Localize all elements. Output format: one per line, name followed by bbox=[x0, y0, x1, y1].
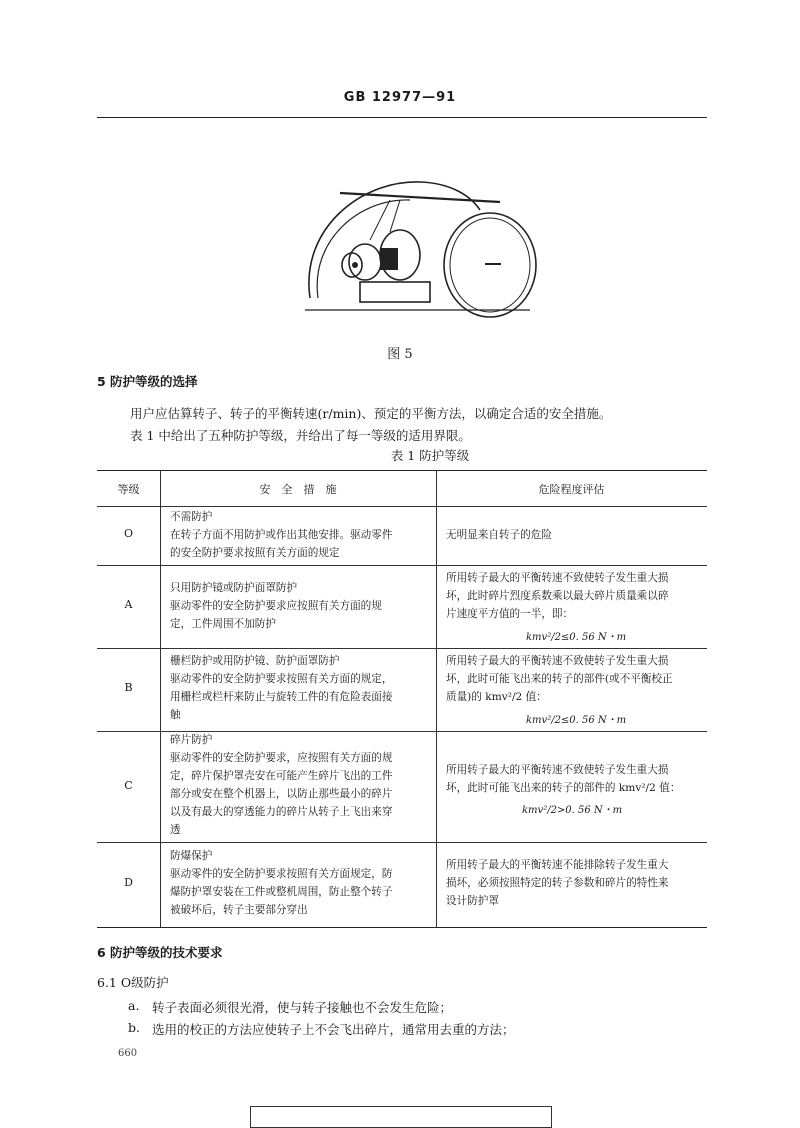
standard-code-header: GB 12977—91 bbox=[343, 90, 457, 105]
section-6-heading: 6 防护等级的技术要求 bbox=[97, 945, 223, 960]
balancing-machine-figure bbox=[300, 170, 540, 320]
page-number: 660 bbox=[118, 1048, 138, 1059]
table-cell-measures: 不需防护 在转子方面不用防护或作出其他安排。驱动零件 的安全防护要求按照有关方面的规定 bbox=[170, 511, 393, 559]
list-item-text: 选用的校正的方法应使转子上不会飞出碎片，通常用去重的方法； bbox=[152, 1022, 515, 1037]
table-cell-risk: 所用转子最大的平衡转速不致使转子发生重大损 坏，此时可能飞出来的转子的部件的 kmv²/2 值： bbox=[446, 764, 681, 794]
table-header-measures: 安 全 措 施 bbox=[259, 483, 337, 496]
table-row-rule bbox=[97, 842, 707, 843]
table-cell-measures: 栅栏防护或用防护镜、防护面罩防护 驱动零件的安全防护要求按照有关方面的规定， 用栅栏或栏杆来防止与旋转工件的有危险表面接 触 bbox=[170, 655, 393, 721]
table-col-divider bbox=[436, 470, 437, 927]
section-5-para-2: 表 1 中给出了五种防护等级，并给出了每一等级的适用界限。 bbox=[130, 428, 471, 443]
table-row-grade: C bbox=[124, 779, 133, 792]
figure-caption: 图 5 bbox=[387, 347, 413, 362]
table-cell-risk: 所用转子最大的平衡转速不能排除转子发生重大 损坏，必须按照特定的转子参数和碎片的特性来 设计防护罩 bbox=[446, 859, 669, 907]
table-row-rule bbox=[97, 565, 707, 566]
table-row-grade: A bbox=[124, 598, 133, 611]
table-header-risk: 危险程度评估 bbox=[538, 483, 605, 496]
table-row-grade: O bbox=[123, 527, 134, 540]
section-5-heading: 5 防护等级的选择 bbox=[97, 374, 198, 389]
table-caption: 表 1 防护等级 bbox=[390, 448, 470, 463]
table-header-rule bbox=[97, 506, 707, 507]
table-col-divider bbox=[160, 470, 161, 927]
bottom-frame bbox=[250, 1106, 552, 1128]
list-item-text: 转子表面必须很光滑，使与转子接触也不会发生危险； bbox=[152, 1000, 453, 1015]
table-cell-risk: 所用转子最大的平衡转速不致使转子发生重大损 坏，此时碎片烈度系数乘以最大碎片质量乘以碎 片速度平方值的一半，即： bbox=[446, 572, 669, 620]
table-header-grade: 等级 bbox=[117, 483, 140, 496]
list-item-marker: a. bbox=[128, 998, 140, 1013]
table-cell-risk: 无明显来自转子的危险 bbox=[446, 529, 552, 541]
table-formula: kmv²/2≤0. 56 N・m bbox=[526, 715, 627, 726]
table-formula: kmv²/2≤0. 56 N・m bbox=[526, 632, 627, 643]
section-5-para-1: 用户应估算转子、转子的平衡转速(r/min)、预定的平衡方法，以确定合适的安全措施。 bbox=[130, 406, 612, 421]
table-bottom-rule bbox=[97, 927, 707, 928]
list-item-marker: b. bbox=[128, 1020, 140, 1035]
table-row-grade: B bbox=[124, 681, 133, 694]
table-cell-measures: 碎片防护 驱动零件的安全防护要求，应按照有关方面的规 定，碎片保护罩壳安在可能产生碎片飞出的工件 部分或安在整个机器上，以防止那些最小的碎片 以及有最大的穿透能力的碎片从转子上飞出来穿 透 bbox=[170, 734, 393, 836]
header-rule bbox=[97, 117, 707, 118]
table-row-rule bbox=[97, 648, 707, 649]
section-6-1-heading: 6.1 O级防护 bbox=[97, 975, 169, 990]
table-cell-measures: 只用防护镜或防护面罩防护 驱动零件的安全防护要求应按照有关方面的规 定，工件周围不加防护 bbox=[170, 582, 382, 630]
table-formula: kmv²/2>0. 56 N・m bbox=[522, 805, 623, 816]
table-row-grade: D bbox=[124, 876, 133, 889]
table-top-rule bbox=[97, 470, 707, 471]
table-cell-risk: 所用转子最大的平衡转速不致使转子发生重大损 坏，此时可能飞出来的转子的部件(或不平衡校正 质量)的 kmv²/2 值： bbox=[446, 655, 673, 703]
table-cell-measures: 防爆保护 驱动零件的安全防护要求按照有关方面规定，防 爆防护罩安装在工件或整机周围，防止整个转子 被破坏后，转子主要部分穿出 bbox=[170, 850, 393, 916]
